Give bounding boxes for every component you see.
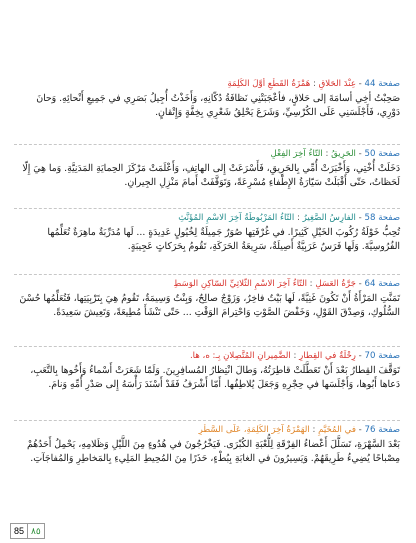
section-page-ref: صفحة 64 bbox=[364, 279, 400, 289]
section-title: رِحْلَةٌ في القِطارِ bbox=[299, 351, 356, 361]
section-4 bbox=[14, 276, 400, 347]
section-topic: هَمْزَةُ القَطْعِ أَوَّلَ الكَلِمَةِ bbox=[227, 79, 311, 89]
section-text: تَمَنَّتِ المَرْأَةُ أَنْ تَكُونَ غَنِيَّةً، لَها بَيْتٌ فاخِرٌ، وَزَوْجٌ صالِحٌ، وَبِنْتٌ وَسِيمَةٌ، تَقُومُ هِيَ بِتَرْبِيَتِها، فَتُعَلِّمُها حُسْنَ السُّلُوكِ، وَصِدْقَ القَوْلِ، وَخَفْضَ الصَّوْتِ وَاحْتِرامَ الوَقْتِ ... حَتّى تَنْشَأَ مُطِيعَةً، وَتَعِيشَ سَعِيدَةً. bbox=[19, 293, 400, 318]
section-text: بَعْدَ السَّهْرَةِ، تَسَلَّلَ أَعْضاءُ الفِرْقَةِ لِلُّعْبَةِ الكُبْرَى. فَيَخْرُجُونَ في هُدُوءٍ مِنَ اللَّيْلِ وَظَلامِهِ، يَحْمِلُ أَحَدُهُمْ مِصْباحًا يُضِيءُ طَرِيقَهُمْ. وَيَسِيرُونَ في الغابَةِ بِبُطْءٍ، حَذَرًا مِنَ المُحِيطِ المَلِيءِ بِالمَخاطِرِ وَالمُفاجَآتِ. bbox=[27, 439, 400, 464]
section-page-ref: صفحة 70 bbox=[364, 351, 400, 361]
section-2 bbox=[14, 146, 400, 209]
section-1 bbox=[14, 76, 400, 145]
section-title: جَرَّةُ العَسَلِ bbox=[315, 279, 356, 289]
section-topic: الضَّمِيرانِ المُتَّصِلانِ بِـ: ه، ها. bbox=[189, 351, 291, 361]
section-heading: صفحة 64 - جَرَّةُ العَسَلِ : التّاءُ آخِرَ الاسْمِ الثُّلاثِيِّ السّاكِنِ الوَسَطِ bbox=[173, 279, 400, 289]
page-number: 85 bbox=[11, 524, 28, 538]
section-topic: التّاءُ آخِرَ الاسْمِ الثُّلاثِيِّ السّاكِنِ الوَسَطِ bbox=[173, 279, 307, 289]
section-page-ref: صفحة 76 bbox=[364, 425, 400, 435]
section-page-ref: صفحة 44 bbox=[364, 79, 400, 89]
section-heading: صفحة 50 - الحَرِيقُ : التّاءُ آخِرَ الفِعْلِ bbox=[270, 149, 400, 159]
section-heading: صفحة 44 - عِنْدَ الحَلاقِ : هَمْزَةُ القَطْعِ أَوَّلَ الكَلِمَةِ bbox=[227, 79, 400, 89]
section-topic: الهَمْزَةُ آخِرَ الكَلِمَةِ، عَلَى السَّطْرِ bbox=[198, 425, 310, 435]
section-3 bbox=[14, 210, 400, 275]
section-topic: التّاءُ المَرْبُوطَةُ آخِرَ الاسْمِ المُؤَنَّثِ bbox=[178, 213, 295, 223]
section-text: دَخَلَتْ أُخْتِي، وَأَخْبَرَتْ أُمِّي بِالحَرِيقِ، فَأَسْرَعَتْ إِلى الهاتِفِ، وَأَعْلَمَتْ مَرْكَزَ الحِمايَةِ المَدَنِيَّةِ. وَما هِيَ إِلّا لَحَظاتٌ، حَتّى أَقْبَلَتْ سَيّارَةُ الإِطْفاءِ مُسْرِعَةً، وَتَوَقَّفَتْ أَمامَ مَنْزِلِ الجِيرانِ. bbox=[22, 163, 400, 188]
section-heading: صفحة 76 - في المُخَيَّمِ : الهَمْزَةُ آخِرَ الكَلِمَةِ، عَلَى السَّطْرِ bbox=[198, 425, 400, 435]
section-topic: التّاءُ آخِرَ الفِعْلِ bbox=[270, 149, 323, 159]
section-5 bbox=[14, 348, 400, 421]
section-title: عِنْدَ الحَلاقِ bbox=[318, 79, 356, 89]
section-page-ref: صفحة 58 bbox=[364, 213, 400, 223]
section-text: صَحِبْتُ أخِي أسامَةَ إلى حَلاقٍ، فأعْجَبَتْنِي نَظافَةُ دُكّانِهِ، وَأَخَذْتُ أُجِيلُ بَصَرِي في جَمِيعِ أَنْحائِهِ. وَحانَ دَوْرِي، فَأَجْلَسَنِي عَلَى الكُرْسِيِّ، وَشَرَعَ يَحْلِقُ شَعْرِي بِخِفَّةٍ وَإِتْقانٍ. bbox=[36, 93, 400, 118]
section-6 bbox=[14, 422, 400, 494]
page-number-arabic: ٨٥ bbox=[31, 526, 41, 536]
page-number-box bbox=[10, 523, 45, 539]
section-page-ref: صفحة 50 bbox=[364, 149, 400, 159]
section-title: في المُخَيَّمِ bbox=[318, 425, 356, 435]
section-title: الحَرِيقُ bbox=[331, 149, 356, 159]
section-text: تَوَقَّفَ القِطارُ بَعْدَ أَنْ تَعَطَّلَتْ قاطِرَتُهُ، وَطالَ انْتِظارُ المُسافِرِينَ. وَلَمّا شَعَرَتْ أَسْماءُ وَأَخُوها بِالتَّعَبِ، دَعاها أَبُوها، وَأَجْلَسَها في حِجْرِهِ وَجَعَلَ يُلاطِفُها. أَمّا أَشْرَفُ فَقَدْ أَسْنَدَ رَأْسَهُ إِلى صَدْرِ أُمِّهِ وَنامَ. bbox=[30, 365, 400, 390]
section-text: تُحِبُّ خَوْلَةُ رُكُوبَ الخَيْلِ كَثِيرًا. في غُرْفَتِها صُوَرٌ جَمِيلَةٌ لِخُيُولٍ عَدِيدَةٍ ... لَها مُدَرِّبَةٌ ماهِرَةٌ تُعَلِّمُها الفُرُوسِيَّةَ. وَلَها فَرَسٌ عَرَبِيَّةٌ أَصِيلَةٌ، سَرِيعَةُ الحَرَكَةِ، تَقُومُ بِحَرَكاتٍ عَجِيبَةٍ. bbox=[47, 227, 400, 252]
section-heading: صفحة 58 - الفارِسُ الصَّغِيرُ : التّاءُ المَرْبُوطَةُ آخِرَ الاسْمِ المُؤَنَّثِ bbox=[178, 213, 400, 223]
section-heading: صفحة 70 - رِحْلَةٌ في القِطارِ : الضَّمِيرانِ المُتَّصِلانِ بِـ: ه، ها. bbox=[189, 351, 400, 361]
section-title: الفارِسُ الصَّغِيرُ bbox=[302, 213, 356, 223]
